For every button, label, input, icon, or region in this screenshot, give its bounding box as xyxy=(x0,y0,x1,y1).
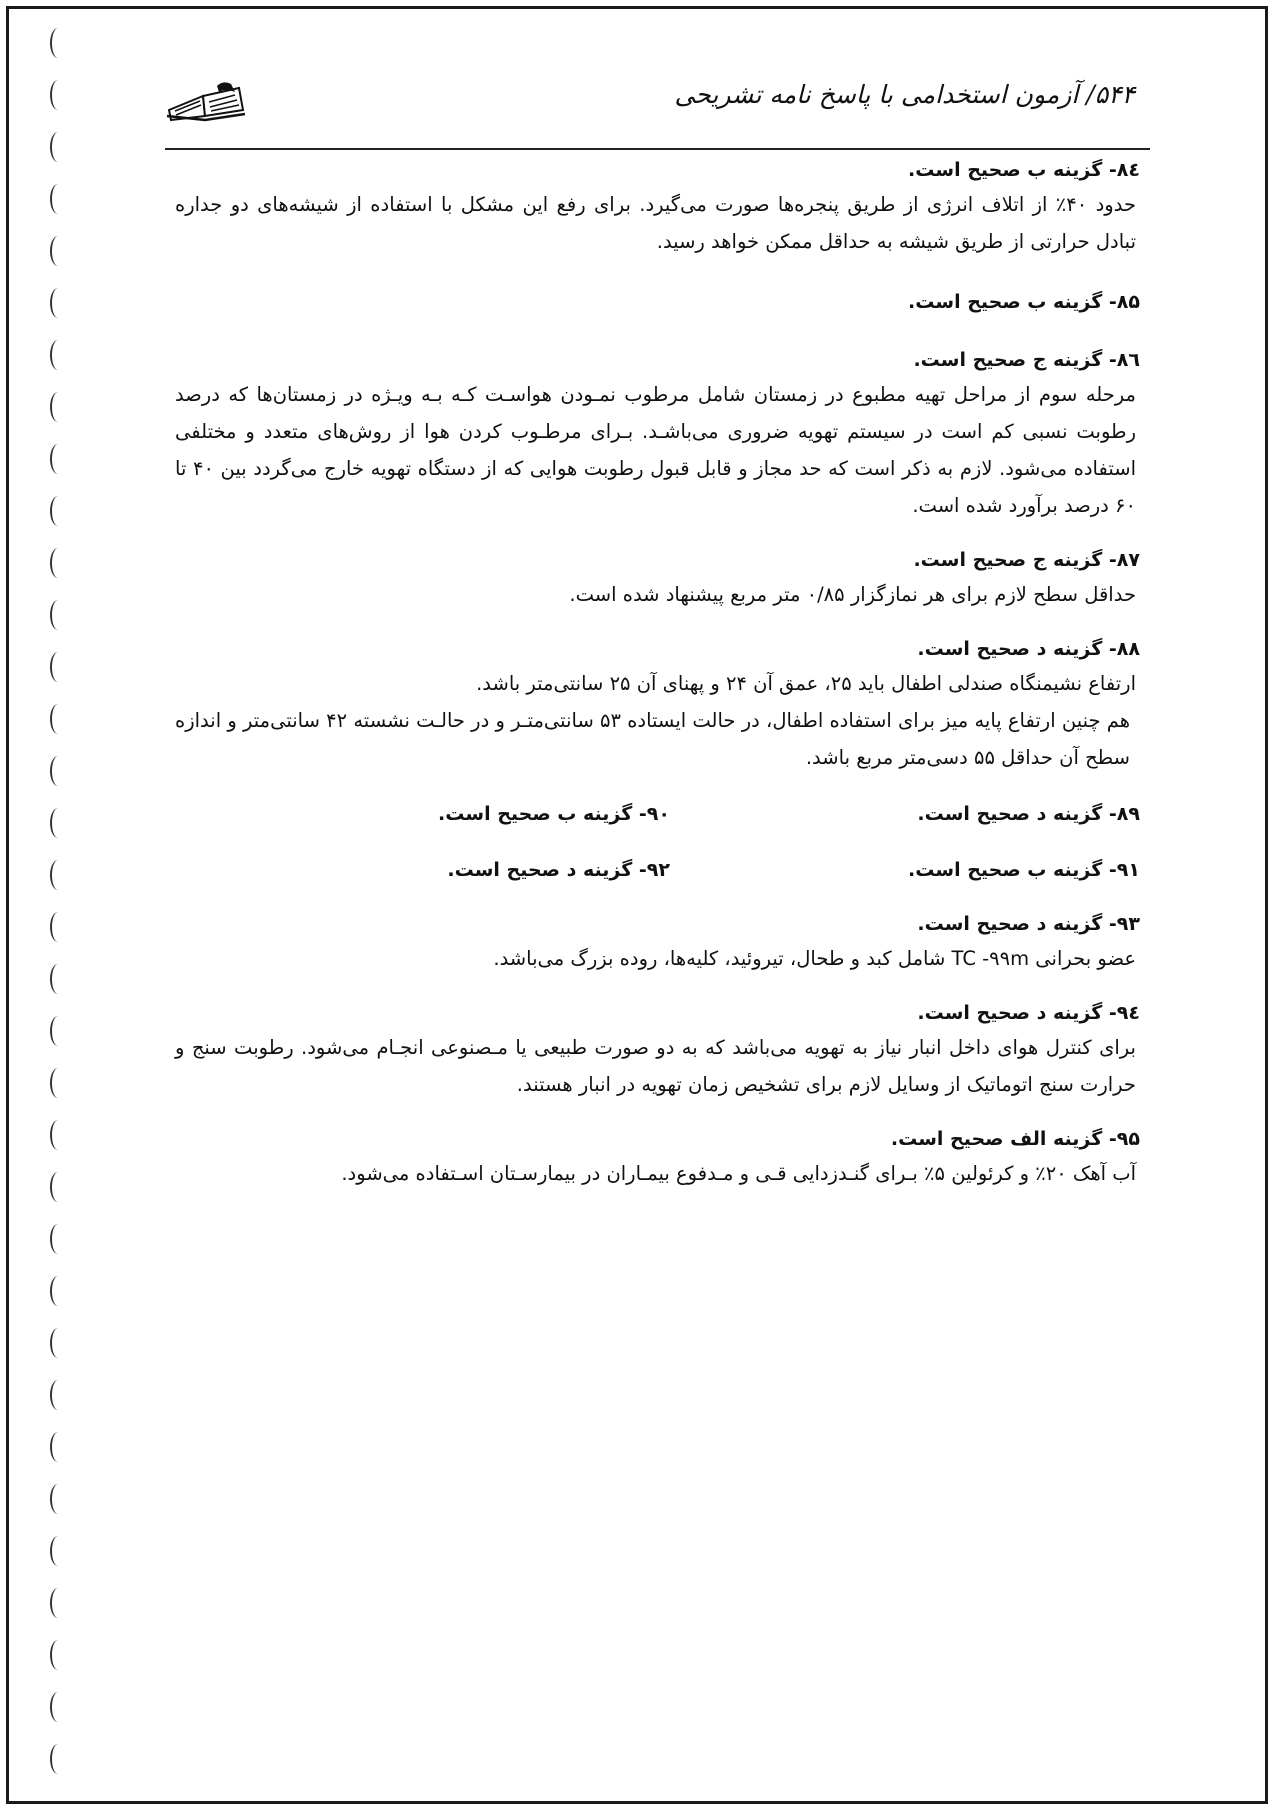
binding-hole xyxy=(50,1536,66,1566)
binding-hole xyxy=(50,236,66,266)
answer-95 xyxy=(175,1123,1140,1192)
answer-heading: ۸۵- گزینه ب صحیح است. xyxy=(908,291,1140,313)
answer-pair-89-90 xyxy=(175,796,1140,832)
answer-explanation: مرحله سوم از مراحل تهیه مطبوع در زمستان شامل مرطوب نمـودن هواسـت کـه بـه ویـژه در زمستان‌ها که درصد رطوبت نسبی کم است در سیستم تهویه ضروری می‌باشـد. بـرای مرطـوب کردن هوا از روش‌های متعدد و مختلفی استفاده می‌شود. لازم به ذکر است که حد مجاز و قابل قبول رطوبت هوایی که از دستگاه تهویه خارج می‌گردد بین ۴۰ تا ۶۰ درصد برآورد شده است. xyxy=(175,383,1136,517)
answer-explanation: حداقل سطح لازم برای هر نمازگزار ۰/۸۵ متر مربع پیشنهاد شده است. xyxy=(569,583,1136,606)
answer-explanation: عضو بحرانی TC -۹۹m شامل کبد و طحال، تیروئید، کلیه‌ها، روده بزرگ می‌باشد. xyxy=(493,947,1136,970)
binding-hole xyxy=(50,1276,66,1306)
binding-hole xyxy=(50,340,66,370)
binding-hole xyxy=(50,1224,66,1254)
binding-hole xyxy=(50,1432,66,1462)
binding-hole xyxy=(50,1328,66,1358)
binding-hole xyxy=(50,444,66,474)
answer-heading: ۹۳- گزینه د صحیح است. xyxy=(917,913,1140,935)
header-divider xyxy=(165,148,1150,150)
binding-hole xyxy=(50,1120,66,1150)
answer-89: ۸۹- گزینه د صحیح است. xyxy=(917,803,1140,825)
binding-hole xyxy=(50,1588,66,1618)
answer-91: ۹۱- گزینه ب صحیح است. xyxy=(908,859,1140,881)
binding-hole xyxy=(50,184,66,214)
answer-93 xyxy=(175,908,1140,977)
answer-explanation: هم چنین ارتفاع پایه میز برای استفاده اطفال، در حالت ایستاده ۵۳ سانتی‌متـر و در حالـت نشسته ۴۲ سانتی‌متر و اندازه سطح آن حداقل ۵۵ دسی‌متر مربع باشد. xyxy=(175,709,1131,769)
binding-hole xyxy=(50,28,66,58)
answer-heading: ۸۷- گزینه ج صحیح است. xyxy=(913,549,1140,571)
binding-hole xyxy=(50,392,66,422)
answer-92: ۹۲- گزینه د صحیح است. xyxy=(447,859,670,881)
binding-hole xyxy=(50,1016,66,1046)
answer-explanation: حدود ۴۰٪ از اتلاف انرژی از طریق پنجره‌ها صورت می‌گیرد. برای رفع این مشکل با استفاده از شیشه‌های دو جداره تبادل حرارتی از طریق شیشه به حداقل ممکن خواهد رسید. xyxy=(175,193,1137,253)
answer-heading: ۹٤- گزینه د صحیح است. xyxy=(917,1002,1140,1024)
answer-90: ۹۰- گزینه ب صحیح است. xyxy=(438,803,670,825)
answer-84 xyxy=(175,154,1140,260)
answer-pair-91-92 xyxy=(175,852,1140,888)
binding-hole xyxy=(50,704,66,734)
binding-hole xyxy=(50,964,66,994)
ring-binding xyxy=(50,28,74,1808)
open-book-icon xyxy=(165,80,247,122)
answer-heading: ۸۸- گزینه د صحیح است. xyxy=(917,638,1140,660)
binding-hole xyxy=(50,288,66,318)
answer-88 xyxy=(175,633,1140,776)
binding-hole xyxy=(50,80,66,110)
answer-explanation: آب آهک ۲۰٪ و کرئولین ۵٪ بـرای گنـدزدایی قـی و مـدفوع بیمـاران در بیمارسـتان اسـتفاده می‌شود. xyxy=(341,1162,1136,1185)
binding-hole xyxy=(50,1380,66,1410)
binding-hole xyxy=(50,132,66,162)
binding-hole xyxy=(50,912,66,942)
binding-hole xyxy=(50,1484,66,1514)
binding-hole xyxy=(50,600,66,630)
answer-86 xyxy=(175,344,1140,524)
binding-hole xyxy=(50,860,66,890)
answer-94 xyxy=(175,997,1140,1103)
answer-explanation: ارتفاع نشیمنگاه صندلی اطفال باید ۲۵، عمق آن ۲۴ و پهنای آن ۲۵ سانتی‌متر باشد. xyxy=(476,672,1136,695)
binding-hole xyxy=(50,1692,66,1722)
binding-hole xyxy=(50,1068,66,1098)
binding-hole xyxy=(50,808,66,838)
binding-hole xyxy=(50,652,66,682)
binding-hole xyxy=(50,548,66,578)
binding-hole xyxy=(50,1744,66,1774)
answer-87 xyxy=(175,544,1140,613)
answer-explanation: برای کنترل هوای داخل انبار نیاز به تهویه می‌باشد که به دو صورت طبیعی یا مـصنوعی انجـام می‌شود. رطوبت سنج و حرارت سنج اتوماتیک از وسایل لازم برای تشخیص زمان تهویه در انبار هستند. xyxy=(175,1036,1136,1096)
answer-85 xyxy=(175,286,1140,318)
binding-hole xyxy=(50,496,66,526)
answer-heading: ۸٤- گزینه ب صحیح است. xyxy=(908,159,1140,181)
page-header xyxy=(165,72,1135,142)
binding-hole xyxy=(50,1172,66,1202)
answer-heading: ۸٦- گزینه ج صحیح است. xyxy=(913,349,1140,371)
answer-list xyxy=(175,154,1140,1192)
page-title: ۵۴۴/ آزمون استخدامی با پاسخ نامه تشریحی xyxy=(674,80,1135,109)
binding-hole xyxy=(50,1640,66,1670)
answer-heading: ۹۵- گزینه الف صحیح است. xyxy=(890,1128,1140,1150)
binding-hole xyxy=(50,756,66,786)
